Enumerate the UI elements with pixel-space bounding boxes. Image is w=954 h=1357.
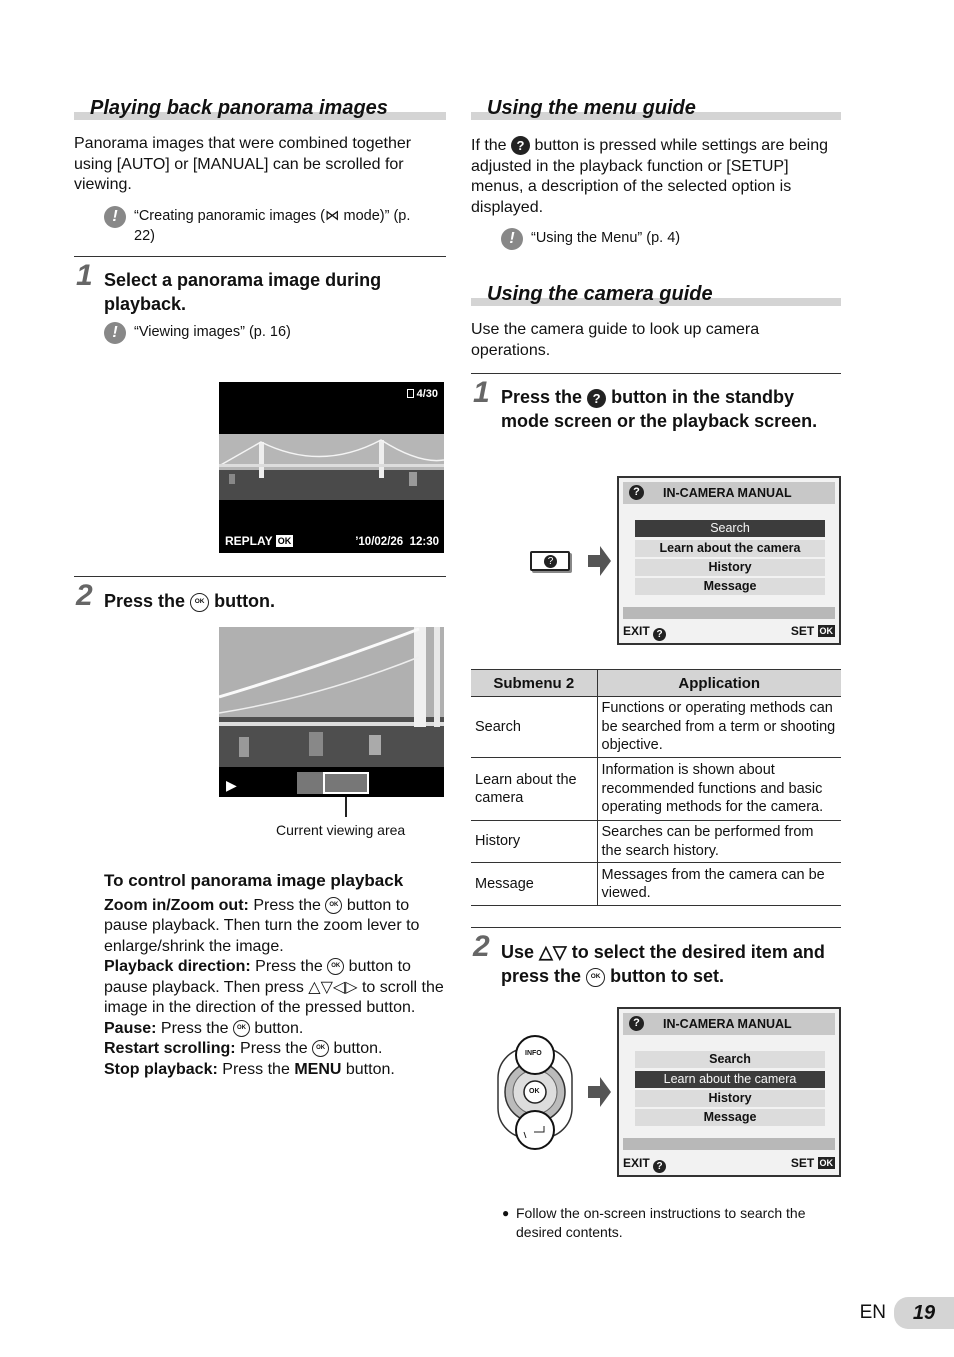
restart-instruction: Restart scrolling: Press the OK button. <box>104 1040 383 1057</box>
menu-title-bar: ? IN-CAMERA MANUAL <box>623 1013 835 1035</box>
direction-instruction: Playback direction: Press the OK button to pause playback. Then press △▽◁▷ to scroll the image in the direction of the pressed button. <box>104 958 444 1016</box>
step-title: Use △▽ to select the desired item and press the OK button to set. <box>501 942 825 986</box>
step-title: Press the ? button in the standby mode screen or the playback screen. <box>501 387 818 431</box>
bullet-note: ● Follow the on-screen instructions to search the desired contents. <box>502 1205 806 1240</box>
menu-title-bar: ? IN-CAMERA MANUAL <box>623 482 835 504</box>
exit-label: EXIT ? <box>623 624 666 641</box>
section-title: Using the menu guide <box>487 97 696 119</box>
step-number: 1 <box>473 376 490 409</box>
menu-footer <box>623 624 835 640</box>
intro-text: Panorama images that were combined together using [AUTO] or [MANUAL] can be scrolled for viewing. <box>74 135 412 193</box>
table-row: History Searches can be performed from the search history. <box>471 821 841 863</box>
caption-pointer-line <box>345 797 347 817</box>
info-button-label: INFO <box>525 1050 542 1057</box>
ok-button-icon: OK <box>233 1020 250 1037</box>
bridge-panorama-image <box>219 434 444 500</box>
ok-button-icon: OK <box>327 958 344 975</box>
section-heading-menu-guide <box>471 96 841 120</box>
ok-icon: OK <box>277 536 292 546</box>
up-down-arrows-icon: △▽ <box>539 942 567 962</box>
menu-footer <box>623 1156 835 1172</box>
section-heading-camera-guide <box>471 282 841 306</box>
panorama-navigator <box>297 772 369 794</box>
step-2 <box>471 927 841 988</box>
table-header-submenu: Submenu 2 <box>471 670 597 697</box>
help-icon: ? <box>629 485 644 500</box>
pause-instruction: Pause: Press the OK button. <box>104 1019 304 1037</box>
section-heading-panorama <box>74 96 446 120</box>
menu-item-search[interactable]: Search <box>635 520 825 537</box>
step-1 <box>74 256 446 344</box>
help-icon: ? <box>653 1160 666 1173</box>
table-row: Message Messages from the camera can be viewed. <box>471 863 841 906</box>
caption-current-viewing-area: Current viewing area <box>276 822 406 838</box>
right-column <box>471 96 841 433</box>
bullet-icon: ● <box>502 1206 510 1220</box>
reference-note: ! “Creating panoramic images (⋈ mode)” (p. 22) <box>104 206 446 246</box>
stop-instruction: Stop playback: Press the MENU button. <box>104 1060 395 1078</box>
section-title: Using the camera guide <box>487 283 713 305</box>
ok-icon: OK <box>819 1158 833 1168</box>
arrow-right-icon <box>588 546 612 576</box>
scrollbar[interactable] <box>623 1138 835 1150</box>
step-title: Press the OK button. <box>104 591 276 611</box>
left-column <box>74 96 446 344</box>
page-number-value: 19 <box>894 1297 954 1329</box>
control-title: To control panorama image playback <box>104 871 404 890</box>
table-row: Search Functions or operating methods can be searched from a term or shooting objective. <box>471 697 841 758</box>
section-title: Playing back panorama images <box>90 97 388 119</box>
page-number <box>860 1297 954 1329</box>
replay-label: REPLAY OK <box>225 534 292 548</box>
step-number: 2 <box>76 579 93 612</box>
help-icon: ? <box>629 1016 644 1031</box>
table-header-application: Application <box>597 670 841 697</box>
help-button-illustration <box>530 551 570 571</box>
menu-button-label: MENU <box>294 1060 342 1078</box>
in-camera-manual-screen <box>617 476 841 645</box>
scrollbar[interactable] <box>623 607 835 619</box>
menu-item-history[interactable]: History <box>635 1090 825 1107</box>
menu-item-learn[interactable]: Learn about the camera <box>635 540 825 557</box>
in-camera-manual-screen-2 <box>617 1007 841 1177</box>
caution-icon: ! <box>501 228 523 250</box>
ok-button-icon: OK <box>190 593 209 612</box>
step-number: 2 <box>473 930 490 963</box>
menu-item-message[interactable]: Message <box>635 578 825 595</box>
menu-item-learn[interactable]: Learn about the camera <box>635 1071 825 1088</box>
dial-ok-label: OK <box>529 1088 540 1095</box>
step-number: 1 <box>76 258 93 292</box>
frame-counter: 4/30 <box>407 388 438 400</box>
help-icon: ? <box>544 555 557 568</box>
reference-note: ! “Using the Menu” (p. 4) <box>501 228 841 250</box>
ok-icon: OK <box>819 626 833 636</box>
step-1 <box>471 373 841 433</box>
camera-guide-text: Use the camera guide to look up camera operations. <box>471 321 760 359</box>
menu-item-history[interactable]: History <box>635 559 825 576</box>
caution-icon: ! <box>104 206 126 228</box>
exit-label: EXIT ? <box>623 1156 666 1173</box>
arrow-keys-icon: △▽◁▷ <box>308 978 358 996</box>
play-icon: ▶ <box>226 777 237 793</box>
language-label: EN <box>859 1302 886 1323</box>
submenu-table <box>471 669 841 906</box>
control-block <box>104 871 446 1080</box>
set-label: SET OK <box>790 1156 833 1170</box>
panorama-scroll-screen <box>219 627 444 797</box>
help-button-icon: ? <box>511 136 530 155</box>
help-button-icon: ? <box>587 389 606 408</box>
reference-note: ! “Viewing images” (p. 16) <box>104 322 446 344</box>
ok-button-icon: OK <box>586 968 605 987</box>
menu-item-search[interactable]: Search <box>635 1051 825 1068</box>
set-label: SET OK <box>790 624 833 638</box>
ok-button-icon: OK <box>325 897 342 914</box>
menu-item-message[interactable]: Message <box>635 1109 825 1126</box>
bridge-closeup-image <box>219 627 444 767</box>
caution-icon: ! <box>104 322 126 344</box>
help-icon: ? <box>653 628 666 641</box>
menu-guide-text: If the ? button is pressed while settings are being adjusted in the playback function or [SETUP] menus, a description of the selected option is displayed. <box>471 137 828 216</box>
ok-button-icon: OK <box>312 1040 329 1057</box>
zoom-instruction: Zoom in/Zoom out: Press the OK button to pause playback. Then turn the zoom lever to enlarge/shrink the image. <box>104 896 420 955</box>
table-row: Learn about the camera Information is shown about recommended functions and basic operating methods for the camera. <box>471 758 841 821</box>
step-2 <box>74 576 446 613</box>
step-title: Select a panorama image during playback. <box>104 269 382 314</box>
playback-screen <box>219 382 444 553</box>
date-time: ’10/02/26 12:30 <box>355 536 439 548</box>
arrow-right-icon <box>588 1077 612 1107</box>
card-icon <box>407 389 414 398</box>
